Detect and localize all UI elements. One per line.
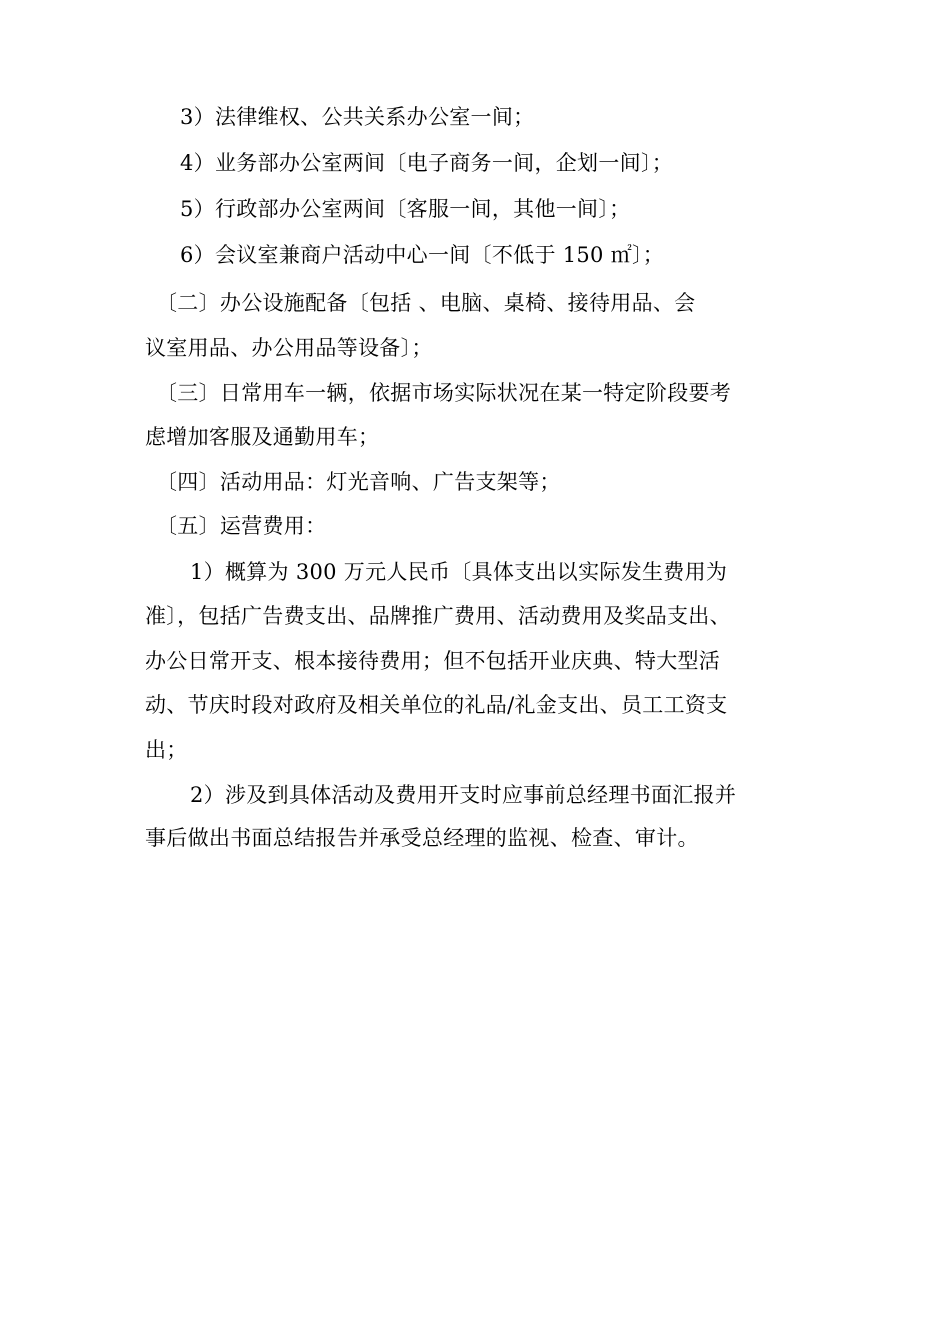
text-line: 动、节庆时段对政府及相关单位的礼品/礼金支出、员工工资支	[145, 693, 728, 717]
text-line: 1）概算为 300 万元人民币〔具体支出以实际发生费用为	[190, 560, 728, 584]
text-line: 准〕，包括广告费支出、品牌推广费用、活动费用及奖品支出、	[145, 604, 731, 628]
text-line: 3）法律维权、公共关系办公室一间；	[180, 105, 535, 129]
text-line: 出；	[145, 738, 188, 762]
text-line: 事后做出书面总结报告并承受总经理的监视、检查、审计。	[145, 826, 699, 850]
text-line: 议室用品、办公用品等设备〕；	[145, 336, 433, 360]
text-line: 办公日常开支、根本接待费用；但不包括开业庆典、特大型活	[145, 649, 721, 673]
text-line: 〔二〕办公设施配备〔包括 、电脑、桌椅、接待用品、会	[156, 291, 696, 315]
text-line: 4）业务部办公室两间〔电子商务一间，企划一间〕；	[180, 151, 674, 175]
text-line: 虑增加客服及通勤用车；	[145, 425, 380, 449]
text-line: 〔五〕运营费用：	[156, 514, 327, 538]
text-line: 〔四〕活动用品：灯光音响、广告支架等；	[156, 470, 561, 494]
text-line: 5）行政部办公室两间〔客服一间，其他一间〕；	[180, 197, 631, 221]
text-line: 6）会议室兼商户活动中心一间〔不低于 150 ㎡〕；	[180, 243, 665, 267]
text-line: 2）涉及到具体活动及费用开支时应事前总经理书面汇报并	[190, 783, 737, 807]
text-line: 〔三〕日常用车一辆，依据市场实际状况在某一特定阶段要考	[156, 381, 732, 405]
